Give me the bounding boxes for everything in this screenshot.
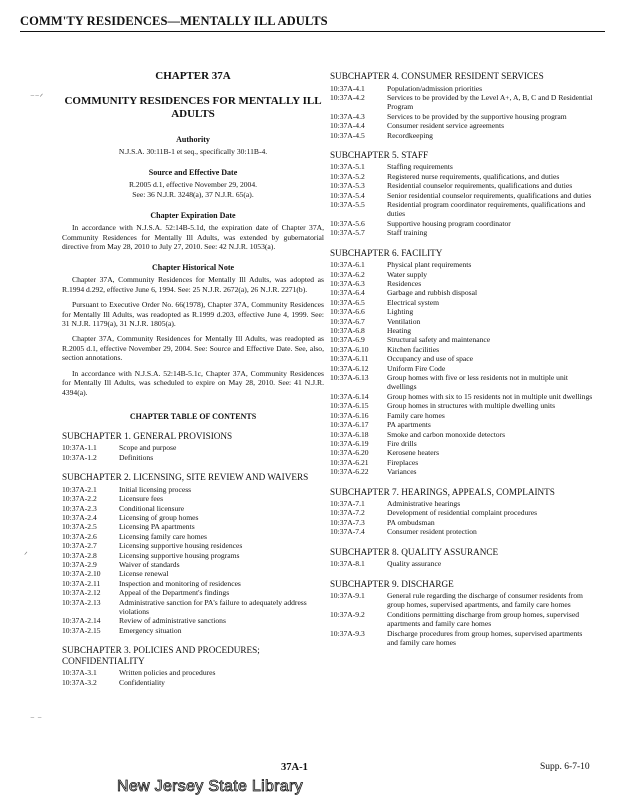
section-title: Conditions permitting discharge from group homes, supervised apartments and family care homes <box>387 609 579 629</box>
subchapter-list <box>330 84 595 140</box>
source-line: See: 36 N.J.R. 3248(a), 37 N.J.R. 65(a). <box>132 189 254 199</box>
section-title: Variances <box>387 467 417 477</box>
library-watermark: New Jersey State Library <box>117 778 303 795</box>
subchapter-title: SUBCHAPTER 5. STAFF <box>330 149 429 160</box>
section-title: Administrative hearings <box>387 499 461 509</box>
section-number: 10:37A-3.2 <box>62 677 97 687</box>
section-number: 10:37A-6.15 <box>330 401 369 411</box>
section-number: 10:37A-6.11 <box>330 354 369 364</box>
section-number: 10:37A-6.14 <box>330 391 369 401</box>
history-heading: Chapter Historical Note <box>151 263 235 273</box>
section-title: Administrative sanction for PA's failure to adequately address violations <box>119 597 307 616</box>
section-title: Staff training <box>387 228 428 238</box>
section-title: Physical plant requirements <box>387 260 472 270</box>
toc-entry <box>62 504 324 513</box>
toc-entry <box>62 551 324 560</box>
section-number: 10:37A-2.10 <box>62 569 101 579</box>
subchapter-title: SUBCHAPTER 3. POLICIES AND PROCEDURES; CONFIDENTIALITY <box>62 645 260 666</box>
toc-entry <box>62 485 324 494</box>
section-title: Electrical system <box>387 297 440 307</box>
toc-entry <box>330 411 595 420</box>
section-title: Group homes in structures with multiple dwelling units <box>387 401 556 411</box>
toc-entry <box>330 430 595 439</box>
section-title: Population/admission priorities <box>387 83 483 93</box>
section-number: 10:37A-6.21 <box>330 457 369 467</box>
section-number: 10:37A-9.3 <box>330 628 365 638</box>
section-title: Lighting <box>387 307 414 317</box>
toc-entry <box>330 610 595 629</box>
authority-heading: Authority <box>176 135 210 144</box>
toc-entry <box>62 513 324 522</box>
section-title: Residential counselor requirements, qualifications and duties <box>387 181 573 191</box>
section-number: 10:37A-5.3 <box>330 181 365 191</box>
toc-entry <box>330 84 595 93</box>
toc-entry <box>330 518 595 527</box>
toc-entry <box>330 401 595 410</box>
subchapter-list <box>330 260 595 476</box>
section-title: Licensing family care homes <box>119 531 207 541</box>
toc-entry <box>62 598 324 617</box>
section-title: Ventilation <box>387 316 421 326</box>
section-number: 10:37A-2.7 <box>62 541 97 551</box>
toc-entry <box>330 591 595 610</box>
section-title: Group homes with six to 15 residents not in multiple unit dwellings <box>387 391 593 401</box>
section-number: 10:37A-6.22 <box>330 467 369 477</box>
toc-entry <box>330 317 595 326</box>
subchapter-title: SUBCHAPTER 8. QUALITY ASSURANCE <box>330 546 499 557</box>
toc-entry <box>330 467 595 476</box>
margin-mark: ᐟ <box>24 550 28 560</box>
section-number: 10:37A-1.2 <box>62 452 97 462</box>
section-title: Inspection and monitoring of residences <box>119 578 241 588</box>
section-title: Garbage and rubbish disposal <box>387 288 478 298</box>
section-number: 10:37A-5.7 <box>330 228 365 238</box>
toc-entry <box>62 579 324 588</box>
section-title: License renewal <box>119 569 169 579</box>
section-number: 10:37A-7.2 <box>330 508 365 518</box>
subchapter-title: SUBCHAPTER 6. FACILITY <box>330 247 443 258</box>
section-number: 10:37A-2.6 <box>62 531 97 541</box>
section-number: 10:37A-4.3 <box>330 111 365 121</box>
toc-entry <box>330 354 595 363</box>
toc-entry <box>330 298 595 307</box>
section-number: 10:37A-6.2 <box>330 269 365 279</box>
section-number: 10:37A-4.2 <box>330 92 365 102</box>
section-title: Waiver of standards <box>119 559 180 569</box>
subchapter-list <box>330 591 595 647</box>
section-title: Smoke and carbon monoxide detectors <box>387 429 506 439</box>
section-number: 10:37A-2.2 <box>62 494 97 504</box>
toc-entry <box>62 532 324 541</box>
subchapter-title: SUBCHAPTER 9. DISCHARGE <box>330 578 454 589</box>
section-number: 10:37A-2.5 <box>62 522 97 532</box>
section-number: 10:37A-4.4 <box>330 121 365 131</box>
section-title: Emergency situation <box>119 625 182 635</box>
section-number: 10:37A-6.17 <box>330 420 369 430</box>
subchapter-title: SUBCHAPTER 4. CONSUMER RESIDENT SERVICES <box>330 71 544 81</box>
authority-text: N.J.S.A. 30:11B-1 et seq., specifically 30:11B-4. <box>118 147 268 156</box>
toc-entry <box>330 162 595 171</box>
toc-entry <box>62 453 324 462</box>
section-number: 10:37A-6.19 <box>330 438 369 448</box>
history-paragraph: Chapter 37A, Community Residences for Mentally Ill Adults, was readopted as R.2005 d.1, effective November 29, 2004. See: Source and Effective Date. See, also, section annotations. <box>62 334 324 363</box>
toc-entry <box>330 260 595 269</box>
section-number: 10:37A-6.8 <box>330 326 365 336</box>
section-title: Licensing supportive housing residences <box>119 541 243 551</box>
section-number: 10:37A-7.4 <box>330 527 365 537</box>
margin-mark: ⁻ ⁻ <box>30 714 43 724</box>
subchapter-list <box>62 668 324 687</box>
section-number: 10:37A-2.4 <box>62 512 97 522</box>
section-number: 10:37A-2.11 <box>62 578 101 588</box>
section-number: 10:37A-6.1 <box>330 260 365 270</box>
section-number: 10:37A-7.3 <box>330 517 365 527</box>
subchapter-list <box>330 559 595 568</box>
subchapter-list <box>330 499 595 537</box>
toc-entry <box>330 181 595 190</box>
toc-entry <box>330 345 595 354</box>
section-number: 10:37A-4.1 <box>330 83 365 93</box>
section-title: Discharge procedures from group homes, supervised apartments and family care homes <box>387 628 583 648</box>
subchapter-title: SUBCHAPTER 2. LICENSING, SITE REVIEW AND WAIVERS <box>62 472 309 483</box>
section-title: Licensing PA apartments <box>119 522 195 532</box>
section-number: 10:37A-5.2 <box>330 171 365 181</box>
section-number: 10:37A-2.3 <box>62 503 97 513</box>
toc-entry <box>330 448 595 457</box>
left-column <box>62 70 324 687</box>
section-title: Family care homes <box>387 410 445 420</box>
toc-entry <box>330 172 595 181</box>
section-title: Review of administrative sanctions <box>119 616 226 626</box>
section-number: 10:37A-6.5 <box>330 297 365 307</box>
section-title: Staffing requirements <box>387 162 453 172</box>
toc-entry <box>330 420 595 429</box>
supplement-date: Supp. 6-7-10 <box>540 762 590 772</box>
toc-entry <box>330 527 595 536</box>
toc-entry <box>62 560 324 569</box>
section-number: 10:37A-7.1 <box>330 499 365 509</box>
toc-entry <box>330 131 595 140</box>
subchapter-list <box>330 162 595 237</box>
section-title: Senior residential counselor requirements, qualifications and duties <box>387 190 592 200</box>
toc-entry <box>330 219 595 228</box>
running-title: COMM'TY RESIDENCES—MENTALLY ILL ADULTS <box>20 14 328 28</box>
section-number: 10:37A-6.6 <box>330 307 365 317</box>
margin-mark: ⁻⁻ᐟ <box>30 92 44 102</box>
toc-entry <box>62 541 324 550</box>
section-title: Uniform Fire Code <box>387 363 446 373</box>
section-title: PA ombudsman <box>387 517 435 527</box>
source-heading: Source and Effective Date <box>148 168 238 178</box>
section-number: 10:37A-6.7 <box>330 316 365 326</box>
section-title: Development of residential complaint procedures <box>387 508 538 518</box>
subchapter-title: SUBCHAPTER 1. GENERAL PROVISIONS <box>62 430 233 441</box>
section-title: Licensing of group homes <box>119 512 199 522</box>
toc-entry <box>62 668 324 677</box>
section-title: Written policies and procedures <box>119 668 216 678</box>
toc-entry <box>330 279 595 288</box>
section-title: Consumer resident protection <box>387 527 477 537</box>
section-title: Group homes with five or less residents not in multiple unit dwellings <box>387 373 568 392</box>
toc-entry <box>62 678 324 687</box>
section-number: 10:37A-6.4 <box>330 288 365 298</box>
section-title: Fireplaces <box>387 457 419 467</box>
page-footer <box>0 758 618 798</box>
toc-entry <box>330 373 595 392</box>
section-number: 10:37A-2.9 <box>62 559 97 569</box>
section-number: 10:37A-5.4 <box>330 190 365 200</box>
section-title: Recordkeeping <box>387 130 433 140</box>
section-title: Kitchen facilities <box>387 344 440 354</box>
section-title: Licensure fees <box>119 494 164 504</box>
toc-entry <box>330 364 595 373</box>
section-number: 10:37A-5.6 <box>330 218 365 228</box>
toc-entry <box>330 121 595 130</box>
history-paragraph: Pursuant to Executive Order No. 66(1978), Chapter 37A, Community Residences for Mentally Ill Adults, was readopted as R.1999 d.203, effective June 4, 1999. See: 31 N.J.R. 1179(a), 31 N.J.R. 1805(a). <box>62 300 324 329</box>
source-line: R.2005 d.1, effective November 29, 2004. <box>128 180 258 190</box>
toc-entry <box>330 629 595 648</box>
section-number: 10:37A-2.1 <box>62 484 97 494</box>
section-title: Supportive housing program coordinator <box>387 218 511 228</box>
section-title: Appeal of the Department's findings <box>119 588 230 598</box>
section-title: Initial licensing process <box>119 484 192 494</box>
toc-entry <box>330 191 595 200</box>
toc-heading: CHAPTER TABLE OF CONTENTS <box>129 411 257 421</box>
section-number: 10:37A-6.16 <box>330 410 369 420</box>
toc-entry <box>62 494 324 503</box>
toc-entry <box>330 508 595 517</box>
history-paragraph: Chapter 37A, Community Residences for Mentally Ill Adults, was adopted as R.1994 d.292, effective June 6, 1994. See: 25 N.J.R. 2672(a), 26 N.J.R. 2271(b). <box>62 275 324 294</box>
section-title: Structural safety and maintenance <box>387 335 491 345</box>
section-title: Kerosene heaters <box>387 448 440 458</box>
section-number: 10:37A-6.9 <box>330 335 365 345</box>
section-number: 10:37A-2.8 <box>62 550 97 560</box>
toc-entry <box>330 93 595 112</box>
right-column <box>330 71 595 648</box>
section-number: 10:37A-5.1 <box>330 162 365 172</box>
toc-entry <box>62 569 324 578</box>
toc-entry <box>330 228 595 237</box>
section-title: Registered nurse requirements, qualifications, and duties <box>387 171 560 181</box>
running-header <box>20 10 605 32</box>
chapter-label: CHAPTER 37A <box>155 70 231 82</box>
section-number: 10:37A-5.5 <box>330 200 365 210</box>
page-number: 37A-1 <box>281 762 308 773</box>
section-number: 10:37A-9.2 <box>330 609 365 619</box>
section-title: General rule regarding the discharge of consumer residents from group homes, supervised apartments, and family care homes <box>387 591 583 610</box>
history-paragraph: In accordance with N.J.S.A. 52:14B-5.1c, Chapter 37A, Community Residences for Mentally Ill Adults, was scheduled to expire on May 28, 2010. See: 41 N.J.R. 4394(a). <box>62 368 324 397</box>
section-number: 10:37A-9.1 <box>330 591 365 601</box>
section-number: 10:37A-6.18 <box>330 429 369 439</box>
section-number: 10:37A-8.1 <box>330 559 365 569</box>
subchapter-list <box>62 485 324 636</box>
toc-entry <box>330 439 595 448</box>
section-number: 10:37A-6.10 <box>330 344 369 354</box>
toc-entry <box>62 522 324 531</box>
toc-entry <box>330 200 595 219</box>
subchapter-title: SUBCHAPTER 7. HEARINGS, APPEALS, COMPLAINTS <box>330 486 555 497</box>
toc-entry <box>62 626 324 635</box>
subchapter-list <box>62 443 324 462</box>
section-title: Occupancy and use of space <box>387 354 474 364</box>
chapter-title: COMMUNITY RESIDENCES FOR MENTALLY ILL ADULTS <box>64 95 322 120</box>
toc-entry <box>62 443 324 452</box>
toc-entry <box>62 616 324 625</box>
toc-entry <box>62 588 324 597</box>
section-title: Scope and purpose <box>119 443 177 453</box>
expiration-text: In accordance with N.J.S.A. 52:14B-5.1d, the expiration date of Chapter 37A, Community Residences for Mentally Ill Adults, was extended by gubernatorial directive from May 28, 2010 to July 27, 2010. See: 42 N.J.R. 1053(a). <box>62 223 324 252</box>
toc-entry <box>330 326 595 335</box>
section-number: 10:37A-2.13 <box>62 597 101 607</box>
section-title: Consumer resident service agreements <box>387 121 505 131</box>
section-number: 10:37A-2.12 <box>62 588 101 598</box>
section-number: 10:37A-6.13 <box>330 373 369 383</box>
toc-entry <box>330 499 595 508</box>
section-number: 10:37A-2.14 <box>62 616 101 626</box>
section-number: 10:37A-6.20 <box>330 448 369 458</box>
toc-entry <box>330 392 595 401</box>
section-title: Conditional licensure <box>119 503 185 513</box>
toc-entry <box>330 458 595 467</box>
section-number: 10:37A-1.1 <box>62 443 97 453</box>
toc-entry <box>330 288 595 297</box>
section-number: 10:37A-4.5 <box>330 130 365 140</box>
section-title: PA apartments <box>387 420 431 430</box>
toc-entry <box>330 335 595 344</box>
expiration-heading: Chapter Expiration Date <box>150 211 236 221</box>
toc-entry <box>330 559 595 568</box>
section-title: Quality assurance <box>387 559 442 569</box>
section-title: Water supply <box>387 269 428 279</box>
section-number: 10:37A-6.3 <box>330 279 365 288</box>
toc-entry <box>330 270 595 279</box>
section-number: 10:37A-3.1 <box>62 668 97 678</box>
section-title: Fire drills <box>387 438 417 448</box>
section-title: Heating <box>387 326 412 336</box>
section-title: Confidentiality <box>119 677 165 687</box>
toc-entry <box>330 307 595 316</box>
section-title: Services to be provided by the Level A+, A, B, C and D Residential Program <box>387 92 593 112</box>
section-number: 10:37A-2.15 <box>62 625 101 635</box>
section-title: Residences <box>387 279 422 288</box>
section-title: Licensing supportive housing programs <box>119 550 240 560</box>
section-title: Residential program coordinator requirements, qualifications and duties <box>387 200 586 219</box>
toc-entry <box>330 112 595 121</box>
section-number: 10:37A-6.12 <box>330 363 369 373</box>
section-title: Definitions <box>119 452 154 462</box>
section-title: Services to be provided by the supportive housing program <box>387 111 567 121</box>
